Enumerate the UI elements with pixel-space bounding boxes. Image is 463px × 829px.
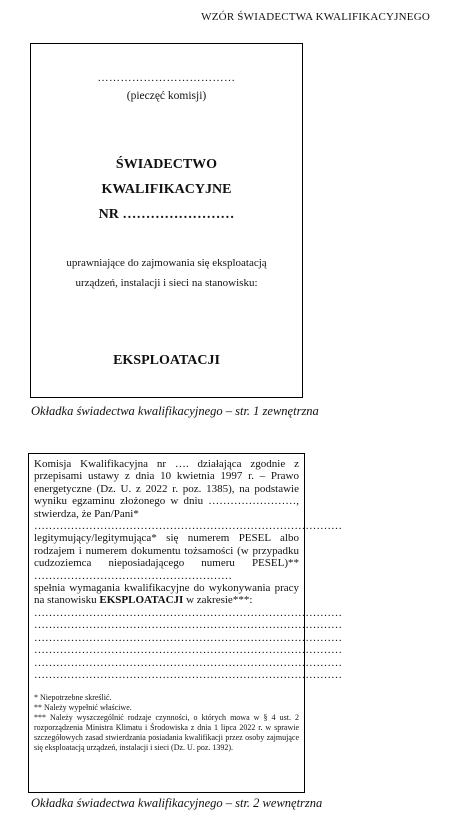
scope-fill-line: ………………………………………………………………………… bbox=[34, 668, 342, 681]
scope-fill-line: ………………………………………………………………………… bbox=[34, 606, 342, 619]
footnote-1: * Niepotrzebne skreślić. bbox=[34, 693, 112, 703]
title-line-2: KWALIFIKACYJNE bbox=[101, 182, 232, 197]
desc-line-1: uprawniające do zajmowania się eksploatacją bbox=[66, 257, 267, 269]
position-name: EKSPLOATACJI bbox=[113, 353, 220, 368]
footnote-2: ** Należy wypełnić właściwe. bbox=[34, 703, 132, 713]
scope-fill-line: ………………………………………………………………………… bbox=[34, 656, 342, 669]
title-line-3: NR …………………… bbox=[98, 207, 235, 222]
caption-outer-cover: Okładka świadectwa kwalifikacyjnego – str. 1 zewnętrzna bbox=[31, 404, 319, 418]
document-header: WZÓR ŚWIADECTWA KWALIFIKACYJNEGO bbox=[201, 11, 430, 23]
cover-page-inner bbox=[28, 453, 342, 793]
identity-statement: legitymujący/legitymująca* się numerem PESEL albo rodzajem i numerem dokumentu tożsamości (w przypadku cudzoziemca nieposiadającego numeru PESEL)** ……………………………………………… bbox=[34, 532, 299, 582]
title-line-1: ŚWIADECTWO bbox=[115, 157, 218, 172]
scope-fill-line: ………………………………………………………………………… bbox=[34, 619, 342, 632]
qualification-scope: w zakresie***: bbox=[186, 594, 253, 607]
seal-label: (pieczęć komisji) bbox=[126, 90, 207, 102]
footnote-3: *** Należy wyszczególnić rodzaje czynności, o których mowa w § 4 ust. 2 rozporządzenia Ministra Klimatu i Środowiska z dnia 1 lipca 2022 r. w sprawie szczegółowych zasad stwierdzania posiadania kwalifikacji przez osoby zajmujące się eksploatacją urządzeń, instalacji i sieci (Dz. U. poz. 1392). bbox=[34, 713, 299, 753]
name-fill-line: ………………………………………………………………………… bbox=[34, 520, 342, 533]
footnotes bbox=[34, 693, 299, 753]
scope-fill-line: ………………………………………………………………………… bbox=[34, 644, 342, 657]
qualification-position: EKSPLOATACJI bbox=[99, 594, 184, 607]
scope-fill-line: ………………………………………………………………………… bbox=[34, 631, 342, 644]
desc-line-2: urządzeń, instalacji i sieci na stanowisku: bbox=[75, 277, 258, 289]
qualification-statement bbox=[34, 582, 299, 607]
qualification-text: spełnia wymagania kwalifikacyjne do wykonywania pracy na stanowisku bbox=[34, 582, 299, 607]
cover-page-outer bbox=[30, 43, 303, 398]
caption-inner-cover: Okładka świadectwa kwalifikacyjnego – str. 2 wewnętrzna bbox=[31, 796, 323, 810]
seal-placeholder-dots: ……………………………… bbox=[97, 72, 236, 84]
commission-statement: Komisja Kwalifikacyjna nr …. działająca zgodnie z przepisami ustawy z dnia 10 kwietnia 1997 r. – Prawo energetyczne (Dz. U. z 2022 r. poz. 1385), na podstawie wyniku egzaminu złożonego w dniu ……………………, stwierdza, że Pan/Pani* bbox=[34, 458, 299, 520]
certificate-title bbox=[31, 152, 302, 227]
entitlement-description bbox=[45, 253, 288, 293]
